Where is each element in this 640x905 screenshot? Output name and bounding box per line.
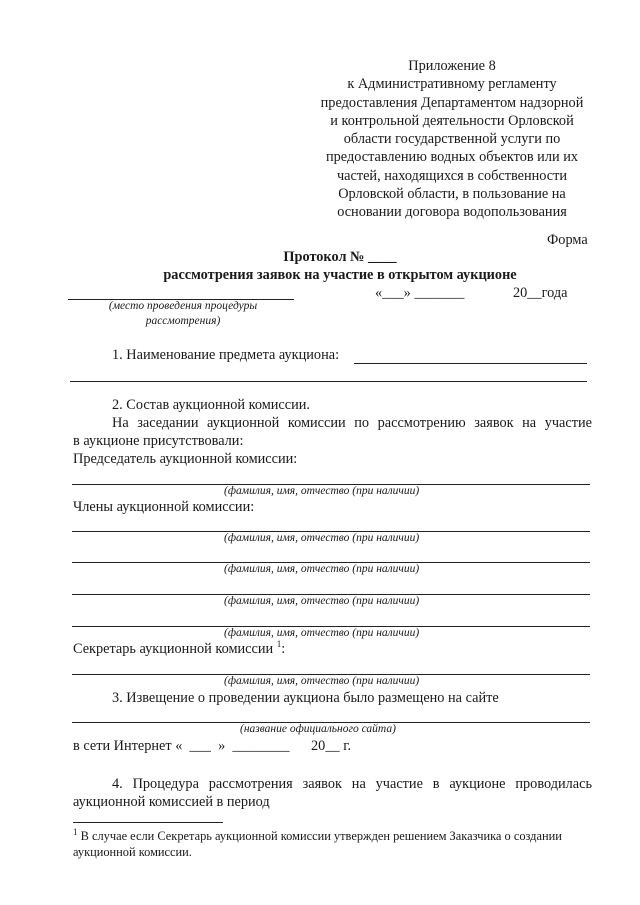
footnote-text <box>73 826 562 844</box>
commission-paragraph: На заседании аукционной комиссии по рассмотрению заявок на участие <box>112 415 592 431</box>
fio-caption: (фамилия, имя, отчество (при наличии) <box>224 595 420 607</box>
footnote-separator <box>73 822 223 823</box>
place-caption: (место проведения процедуры <box>108 300 258 312</box>
secretary-label-text: Секретарь аукционной комиссии <box>73 641 274 657</box>
footnote-mark: 1 <box>73 826 78 837</box>
header-line: предоставлению водных объектов или их <box>326 149 578 166</box>
procedure-paragraph: 4. Процедура рассмотрения заявок на участие в аукционе проводилась <box>112 776 592 792</box>
fio-caption: (фамилия, имя, отчество (при наличии) <box>224 675 420 687</box>
fio-caption: (фамилия, имя, отчество (при наличии) <box>224 563 420 575</box>
header-line: основании договора водопользования <box>337 204 567 221</box>
header-line: и контрольной деятельности Орловской <box>330 112 574 129</box>
commission-paragraph: в аукционе присутствовали: <box>73 433 244 449</box>
header-line: Орловской области, в пользование на <box>338 186 566 203</box>
fio-caption: (фамилия, имя, отчество (при наличии) <box>224 627 420 639</box>
footnote-line: аукционной комиссии. <box>73 845 192 859</box>
protocol-subtitle: рассмотрения заявок на участие в открытом аукционе <box>163 267 517 283</box>
members-label: Члены аукционной комиссии: <box>73 499 255 515</box>
header-line: частей, находящихся в собственности <box>336 167 568 184</box>
footnote-line: В случае если Секретарь аукционной комиссии утвержден решением Заказчика о создании <box>77 829 562 843</box>
header-line: Приложение 8 <box>408 58 496 74</box>
place-caption: рассмотрения) <box>145 315 221 327</box>
auction-subject-line[interactable] <box>354 363 587 364</box>
appendix-header <box>300 57 604 222</box>
commission-heading: 2. Состав аукционной комиссии. <box>112 397 310 413</box>
date-field[interactable]: «___» _______ <box>375 285 465 301</box>
secretary-label <box>73 640 285 658</box>
secretary-colon: : <box>281 641 286 657</box>
chair-label: Председатель аукционной комиссии: <box>73 451 298 467</box>
header-line: предоставления Департаментом надзорной <box>320 94 584 111</box>
fio-caption: (фамилия, имя, отчество (при наличии) <box>224 532 420 544</box>
year-field[interactable]: 20__года <box>513 285 568 301</box>
fio-caption: (фамилия, имя, отчество (при наличии) <box>224 485 420 497</box>
procedure-paragraph: аукционной комиссией в период <box>73 794 270 810</box>
site-caption: (название официального сайта) <box>240 723 396 735</box>
header-line: к Административному регламенту <box>347 76 557 93</box>
footnote-ref: 1 <box>276 639 282 650</box>
internet-date[interactable]: в сети Интернет « ___ » ________ 20__ г. <box>73 738 352 754</box>
auction-subject-line[interactable] <box>70 381 587 382</box>
header-line: области государственной услуги по <box>343 131 561 148</box>
notice-heading: 3. Извещение о проведении аукциона было размещено на сайте <box>112 690 499 706</box>
auction-subject-label: 1. Наименование предмета аукциона: <box>112 347 340 363</box>
form-label: Форма <box>547 232 588 248</box>
protocol-title: Протокол № ____ <box>283 249 397 265</box>
